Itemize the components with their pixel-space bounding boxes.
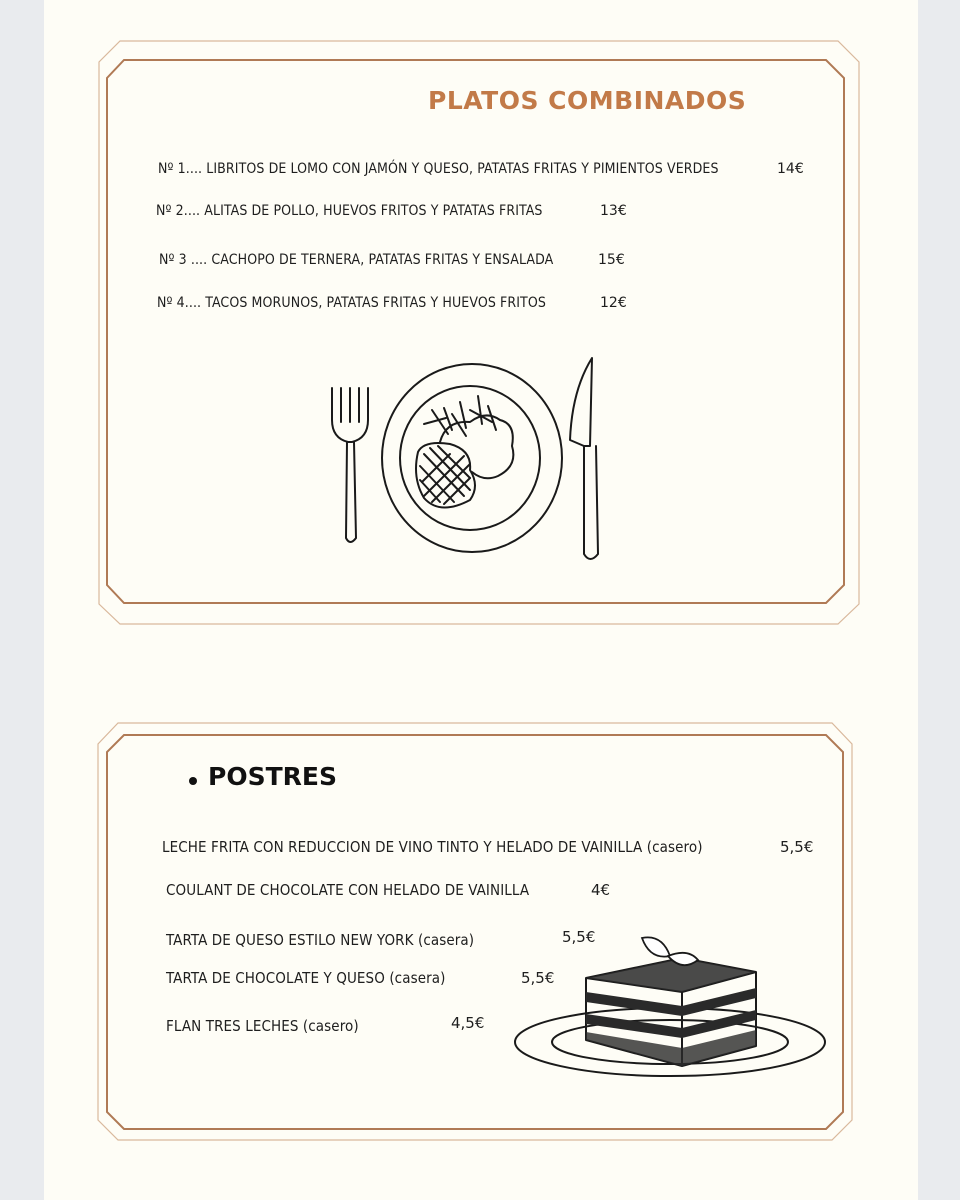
- postres-item-1: LECHE FRITA CON REDUCCION DE VINO TINTO Y HELADO DE VAINILLA (casero): [162, 838, 703, 856]
- platos-price-2: 13€: [600, 203, 627, 219]
- platos-title: PLATOS COMBINADOS: [428, 86, 747, 115]
- platos-price-4: 12€: [600, 295, 627, 311]
- postres-item-5: FLAN TRES LECHES (casero): [166, 1017, 359, 1035]
- platos-item-1: Nº 1.... LIBRITOS DE LOMO CON JAMÓN Y QUESO, PATATAS FRITAS Y PIMIENTOS VERDES: [158, 161, 719, 177]
- postres-bullet: [189, 777, 197, 785]
- platos-item-2: Nº 2.... ALITAS DE POLLO, HUEVOS FRITOS Y PATATAS FRITAS: [156, 203, 543, 219]
- platos-item-3: Nº 3 .... CACHOPO DE TERNERA, PATATAS FRITAS Y ENSALADA: [159, 252, 554, 268]
- platos-price-3: 15€: [598, 252, 625, 268]
- postres-price-3: 5,5€: [562, 928, 596, 946]
- postres-title-text: POSTRES: [208, 762, 337, 791]
- plate-with-steak-fork-knife-icon: [320, 350, 610, 570]
- layered-cake-on-plate-icon: [512, 930, 832, 1080]
- postres-price-4: 5,5€: [521, 969, 555, 987]
- postres-price-5: 4,5€: [451, 1014, 485, 1032]
- postres-item-3: TARTA DE QUESO ESTILO NEW YORK (casera): [166, 931, 475, 949]
- postres-item-4: TARTA DE CHOCOLATE Y QUESO (casera): [166, 969, 446, 987]
- postres-price-2: 4€: [591, 881, 611, 899]
- postres-title: [208, 762, 337, 791]
- platos-price-1: 14€: [777, 161, 804, 177]
- postres-item-2: COULANT DE CHOCOLATE CON HELADO DE VAINILLA: [166, 881, 530, 899]
- postres-price-1: 5,5€: [780, 838, 814, 856]
- platos-item-4: Nº 4.... TACOS MORUNOS, PATATAS FRITAS Y HUEVOS FRITOS: [157, 295, 546, 311]
